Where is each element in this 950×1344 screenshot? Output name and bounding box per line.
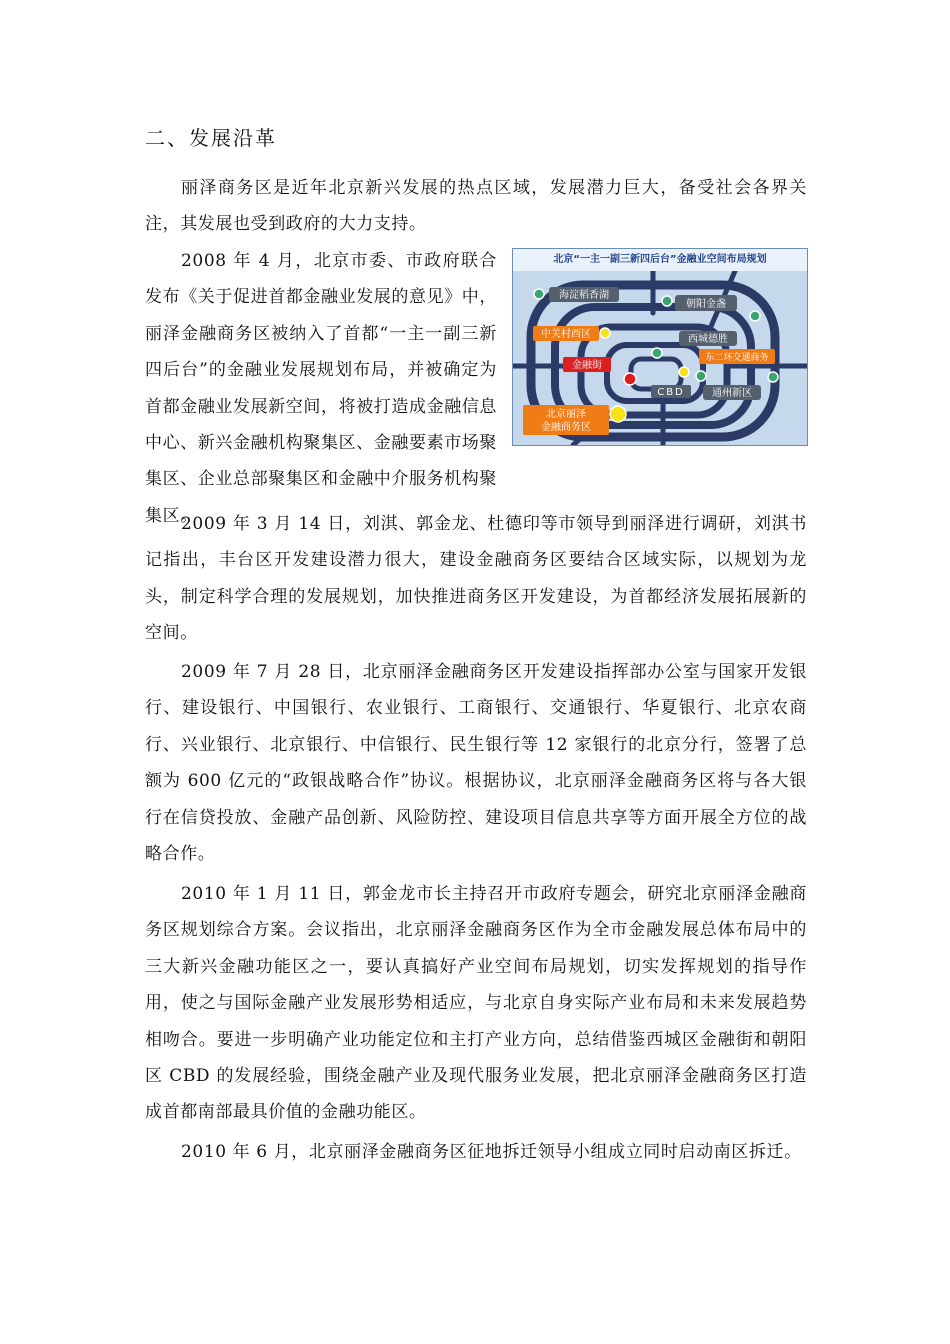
paragraph-2008: 2008 年 4 月，北京市委、市政府联合发布《关于促进首都金融业发展的意见》中，丽泽金融商务区被纳入了首都“一主一副三新四后台”的金融业发展规划布局，并被确定为首都金融业发展新空间，将被打造成金融信息中心、新兴金融机构聚集区、金融要素市场聚集区、企业总部聚集区和金融中介服务机构聚集区。 xyxy=(145,251,497,526)
paragraph-2009-july: 2009 年 7 月 28 日，北京丽泽金融商务区开发建设指挥部办公室与国家开发银行、建设银行、中国银行、农业银行、工商银行、交通银行、华夏银行、北京农商行、兴业银行、北京银行、中信银行、民生银行等 12 家银行的北京分行，签署了总额为 600 亿元的“政银战略合作”协议。根据协议，北京丽泽金融商务区将与各大银行在信贷投放、金融产品创新、风险防控、建设项目信息共享等方面开展全方位的战略合作。 xyxy=(145,662,807,865)
label-xicheng xyxy=(679,331,737,346)
zhongguancun-marker xyxy=(600,328,610,338)
label-chaoyang xyxy=(675,295,737,311)
dongerhuan-marker xyxy=(679,367,689,377)
label-haidian xyxy=(549,287,619,302)
chaoyang-east-marker xyxy=(750,311,760,321)
map-title: 北京“一主一副三新四后台”金融业空间布局规划 xyxy=(513,249,807,271)
label-jinrongjie xyxy=(563,357,611,372)
label-cbd xyxy=(651,385,691,398)
chaoyang-marker xyxy=(662,296,672,306)
xicheng-marker xyxy=(652,348,662,358)
svg-text:通州新区: 通州新区 xyxy=(712,388,752,399)
paragraph-2009-march: 2009 年 3 月 14 日，刘淇、郭金龙、杜德印等市领导到丽泽进行调研，刘淇书记指出，丰台区开发建设潜力很大，建设金融商务区要结合区域实际，以规划为龙头，制定科学合理的发展规划，加快推进商务区开发建设，为首都经济发展拓展新的空间。 xyxy=(145,514,807,644)
tongzhou-marker xyxy=(768,372,778,382)
svg-text:西城德胜: 西城德胜 xyxy=(688,334,728,345)
section-heading: 二、发展沿革 xyxy=(145,126,277,150)
cbd-marker xyxy=(696,371,706,381)
svg-text:中关村西区: 中关村西区 xyxy=(541,329,591,340)
svg-text:北京丽泽: 北京丽泽 xyxy=(546,409,586,420)
svg-text:CBD: CBD xyxy=(657,387,685,398)
svg-text:海淀稻香湖: 海淀稻香湖 xyxy=(559,290,609,301)
svg-text:朝阳金盏: 朝阳金盏 xyxy=(686,299,726,310)
financial-layout-map-figure xyxy=(512,248,808,446)
paragraph-intro: 丽泽商务区是近年北京新兴发展的热点区域，发展潜力巨大，备受社会各界关注，其发展也受到政府的大力支持。 xyxy=(145,178,807,235)
svg-text:金融街: 金融街 xyxy=(572,360,602,371)
paragraph-2010-january: 2010 年 1 月 11 日，郭金龙市长主持召开市政府专题会，研究北京丽泽金融商务区规划综合方案。会议指出，北京丽泽金融商务区作为全市金融发展总体布局中的三大新兴金融功能区之一，要认真搞好产业空间布局规划，切实发挥规划的指导作用，使之与国际金融产业发展形势相适应，与北京自身实际产业布局和未来发展趋势相吻合。要进一步明确产业功能定位和主打产业方向，总结借鉴西城区金融街和朝阳区 CBD 的发展经验，围绕金融产业及现代服务业发展，把北京丽泽金融商务区打造成首都南部最具价值的金融功能区。 xyxy=(145,884,807,1123)
label-lize xyxy=(523,405,609,435)
lize-marker xyxy=(610,406,626,422)
label-tongzhou xyxy=(703,385,761,400)
label-dongerhuan xyxy=(699,349,775,364)
svg-text:金融商务区: 金融商务区 xyxy=(541,422,591,433)
label-zhongguancun xyxy=(533,326,599,341)
paragraph-2010-june: 2010 年 6 月，北京丽泽金融商务区征地拆迁领导小组成立同时启动南区拆迁。 xyxy=(181,1142,802,1162)
beijing-ring-road-map xyxy=(513,271,807,445)
svg-text:东二环交通商务: 东二环交通商务 xyxy=(705,353,769,363)
haidian-marker xyxy=(534,289,544,299)
jinrongjie-marker xyxy=(624,373,636,385)
